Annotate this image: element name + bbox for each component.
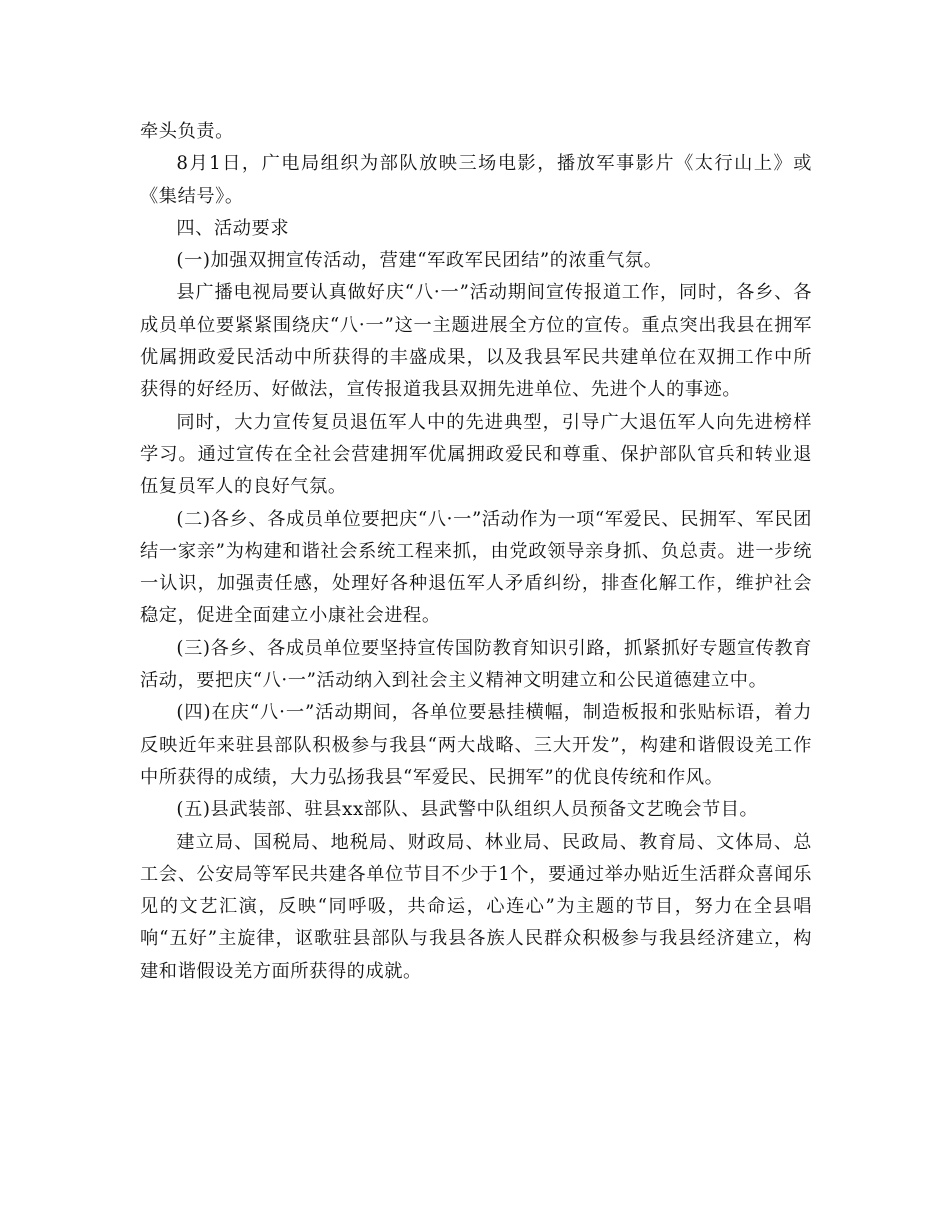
paragraph-continuation: 牵头负责。 <box>140 121 234 142</box>
document-body <box>140 116 812 988</box>
subheading-item-1: (一)加强双拥宣传活动，营建“军政军民团结”的浓重气氛。 <box>176 250 663 272</box>
section-heading-requirements: 四、活动要求 <box>176 217 290 239</box>
paragraph-publicity: 县广播电视局要认真做好庆“八·一”活动期间宣传报道工作，同时，各乡、各成员单位要紧紧围绕庆“八·一”这一主题进展全方位的宣传。重点突出我县在拥军优属拥政爱民活动中所获得的丰盛成果，以及我县军民共建单位在双拥工作中所获得的好经历、好做法，宣传报道我县双拥先进单位、先进个人的事迹。 <box>140 282 812 401</box>
paragraph-item-3: (三)各乡、各成员单位要坚持宣传国防教育知识引路，抓紧抓好专题宣传教育活动，要把庆“八·一”活动纳入到社会主义精神文明建立和公民道德建立中。 <box>140 637 812 692</box>
paragraph-veterans: 同时，大力宣传复员退伍军人中的先进典型，引导广大退伍军人向先进榜样学习。通过宣传在全社会营建拥军优属拥政爱民和尊重、保护部队官兵和转业退伍复员军人的良好气氛。 <box>140 411 812 498</box>
paragraph-film-screening: 8月1日，广电局组织为部队放映三场电影，播放军事影片《太行山上》或《集结号》。 <box>140 153 812 207</box>
paragraph-item-5: (五)县武装部、驻县xx部队、县武警中队组织人员预备文艺晚会节目。 <box>176 799 759 821</box>
paragraph-performances: 建立局、国税局、地税局、财政局、林业局、民政局、教育局、文体局、总工会、公安局等军民共建各单位节目不少于1个，要通过举办贴近生活群众喜闻乐见的文艺汇演，反映“同呼吸，共命运，心连心”为主题的节目，努力在全县唱响“五好”主旋律，讴歌驻县部队与我县各族人民群众积极参与我县经济建立，构建和谐假设羌方面所获得的成就。 <box>140 831 812 982</box>
paragraph-item-2: (二)各乡、各成员单位要把庆“八·一”活动作为一项“军爱民、民拥军、军民团结一家亲”为构建和谐社会系统工程来抓，由党政领导亲身抓、负总责。进一步统一认识，加强责任感，处理好各种退伍军人矛盾纠纷，排查化解工作，维护社会稳定，促进全面建立小康社会进程。 <box>140 508 812 627</box>
paragraph-item-4: (四)在庆“八·一”活动期间，各单位要悬挂横幅，制造板报和张贴标语，着力反映近年来驻县部队积极参与我县“两大战略、三大开发”，构建和谐假设羌工作中所获得的成绩，大力弘扬我县“军爱民、民拥军”的优良传统和作风。 <box>140 702 812 788</box>
